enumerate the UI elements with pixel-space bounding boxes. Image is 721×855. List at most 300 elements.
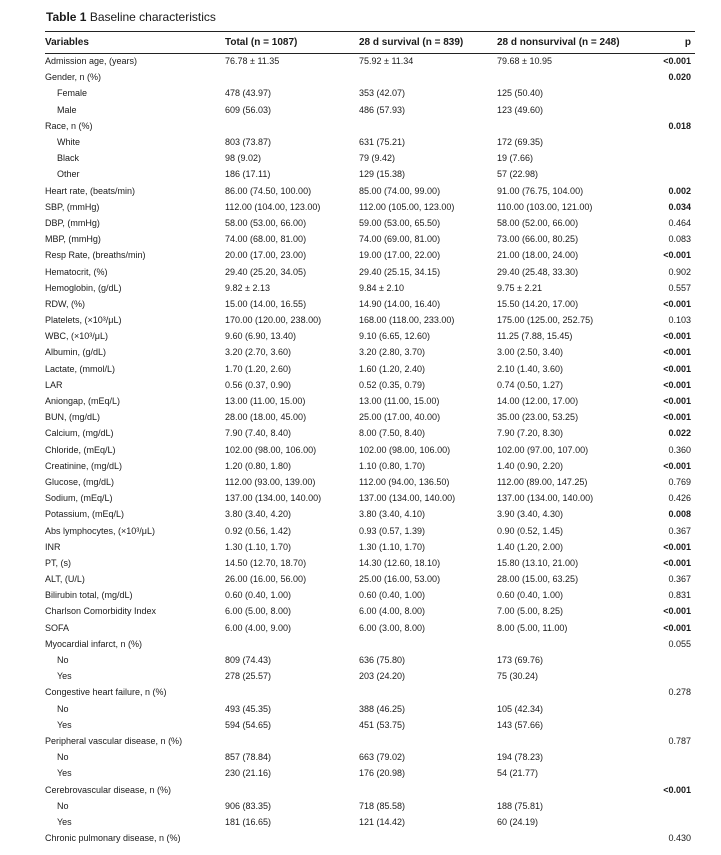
cell-p-value: 0.020 (668, 72, 691, 83)
cell-nonsurvival: 0.90 (0.52, 1.45) (497, 525, 564, 536)
cell-nonsurvival: 75 (30.24) (497, 671, 539, 682)
cell-variable: Admission age, (years) (45, 56, 138, 67)
table-row (45, 53, 695, 69)
cell-total: 809 (74.43) (225, 655, 272, 666)
cell-total: 9.60 (6.90, 13.40) (225, 331, 297, 342)
cell-total: 76.78 ± 11.35 (225, 56, 280, 67)
cell-survival (359, 684, 497, 700)
cell-variable: SOFA (45, 622, 70, 633)
cell-variable: Glucose, (mg/dL) (45, 476, 115, 487)
cell-nonsurvival (497, 69, 639, 85)
cell-nonsurvival: 19 (7.66) (497, 153, 534, 164)
table-row (45, 781, 695, 797)
table-row (45, 215, 695, 231)
cell-total: 137.00 (134.00, 140.00) (225, 493, 322, 504)
table-row (45, 474, 695, 490)
cell-p-value (639, 749, 695, 765)
cell-nonsurvival: 7.90 (7.20, 8.30) (497, 428, 564, 439)
cell-survival: 3.20 (2.80, 3.70) (359, 347, 426, 358)
table-row (45, 393, 695, 409)
cell-total: 9.82 ± 2.13 (225, 282, 270, 293)
cell-variable: WBC, (×10³/μL) (45, 331, 108, 342)
cell-survival: 0.93 (0.57, 1.39) (359, 525, 426, 536)
table-row (45, 717, 695, 733)
table-row (45, 798, 695, 814)
cell-total: 14.50 (12.70, 18.70) (225, 557, 307, 568)
cell-p-value: <0.001 (663, 622, 691, 633)
cell-survival: 168.00 (118.00, 233.00) (359, 315, 455, 326)
cell-nonsurvival (497, 733, 639, 749)
cell-nonsurvival: 0.74 (0.50, 1.27) (497, 379, 564, 390)
cell-p-value: 0.083 (668, 234, 691, 245)
cell-nonsurvival: 188 (75.81) (497, 800, 544, 811)
cell-p-value: 0.055 (668, 638, 691, 649)
cell-survival: 1.10 (0.80, 1.70) (359, 460, 426, 471)
cell-total: 1.20 (0.80, 1.80) (225, 460, 292, 471)
table-row (45, 328, 695, 344)
cell-variable: ALT, (U/L) (45, 574, 85, 585)
cell-variable: PT, (s) (45, 557, 71, 568)
table-row (45, 118, 695, 134)
cell-nonsurvival (497, 684, 639, 700)
table-row (45, 765, 695, 781)
cell-p-value: 0.022 (668, 428, 691, 439)
cell-survival: 85.00 (74.00, 99.00) (359, 185, 441, 196)
cell-survival: 203 (24.20) (359, 671, 406, 682)
cell-p-value: 0.557 (668, 282, 691, 293)
cell-variable: Heart rate, (beats/min) (45, 185, 136, 196)
cell-survival: 486 (57.93) (359, 104, 406, 115)
cell-p-value (639, 134, 695, 150)
cell-nonsurvival: 57 (22.98) (497, 169, 539, 180)
cell-survival: 636 (75.80) (359, 655, 406, 666)
cell-survival: 9.84 ± 2.10 (359, 282, 404, 293)
cell-survival: 6.00 (3.00, 8.00) (359, 622, 426, 633)
cell-total: 86.00 (74.50, 100.00) (225, 185, 312, 196)
cell-variable: Charlson Comorbidity Index (45, 606, 157, 617)
cell-nonsurvival: 54 (21.77) (497, 768, 539, 779)
cell-variable: INR (45, 541, 61, 552)
cell-variable: No (57, 703, 69, 714)
table-row (45, 442, 695, 458)
cell-p-value (639, 814, 695, 830)
cell-variable: Hemoglobin, (g/dL) (45, 282, 122, 293)
cell-variable: Chloride, (mEq/L) (45, 444, 116, 455)
cell-variable: No (57, 752, 69, 763)
cell-p-value: 0.367 (668, 574, 691, 585)
cell-nonsurvival: 175.00 (125.00, 252.75) (497, 315, 594, 326)
cell-p-value: 0.367 (668, 525, 691, 536)
cell-survival (359, 830, 497, 846)
cell-total: 186 (17.11) (225, 169, 271, 180)
cell-nonsurvival: 173 (69.76) (497, 655, 544, 666)
cell-nonsurvival: 125 (50.40) (497, 88, 544, 99)
table-row (45, 425, 695, 441)
cell-nonsurvival: 110.00 (103.00, 121.00) (497, 201, 593, 212)
cell-nonsurvival: 102.00 (97.00, 107.00) (497, 444, 589, 455)
cell-survival: 29.40 (25.15, 34.15) (359, 266, 441, 277)
cell-nonsurvival: 73.00 (66.00, 80.25) (497, 234, 579, 245)
cell-total: 803 (73.87) (225, 137, 272, 148)
cell-p-value: 0.008 (668, 509, 691, 520)
table-row (45, 409, 695, 425)
table-row (45, 603, 695, 619)
cell-variable: Peripheral vascular disease, n (%) (45, 735, 183, 746)
cell-total: 857 (78.84) (225, 752, 272, 763)
cell-survival (359, 781, 497, 797)
cell-total: 906 (83.35) (225, 800, 272, 811)
table-caption: Baseline characteristics (89, 10, 216, 24)
cell-variable: RDW, (%) (45, 298, 85, 309)
cell-variable: MBP, (mmHg) (45, 234, 101, 245)
cell-survival: 19.00 (17.00, 22.00) (359, 250, 441, 261)
cell-p-value: <0.001 (663, 379, 691, 390)
cell-p-value (639, 798, 695, 814)
cell-total: 20.00 (17.00, 23.00) (225, 250, 307, 261)
cell-p-value: <0.001 (663, 396, 691, 407)
table-body (45, 53, 695, 846)
cell-total: 15.00 (14.00, 16.55) (225, 298, 307, 309)
cell-survival: 102.00 (98.00, 106.00) (359, 444, 451, 455)
cell-variable: Yes (57, 719, 72, 730)
cell-total: 230 (21.16) (225, 768, 272, 779)
cell-p-value: <0.001 (663, 460, 691, 471)
cell-p-value: <0.001 (663, 331, 691, 342)
cell-total: 3.80 (3.40, 4.20) (225, 509, 292, 520)
cell-variable: DBP, (mmHg) (45, 217, 100, 228)
cell-p-value: <0.001 (663, 250, 691, 261)
cell-variable: Potassium, (mEq/L) (45, 509, 125, 520)
cell-p-value: 0.426 (668, 493, 691, 504)
cell-variable: Albumin, (g/dL) (45, 347, 107, 358)
cell-nonsurvival: 79.68 ± 10.95 (497, 56, 552, 67)
cell-p-value: 0.002 (668, 185, 691, 196)
table-row (45, 571, 695, 587)
cell-p-value (639, 668, 695, 684)
cell-p-value (639, 701, 695, 717)
cell-survival: 137.00 (134.00, 140.00) (359, 493, 456, 504)
cell-p-value: 0.103 (668, 315, 691, 326)
cell-total (225, 118, 359, 134)
cell-nonsurvival: 3.90 (3.40, 4.30) (497, 509, 564, 520)
cell-variable: No (57, 800, 69, 811)
cell-variable: Hematocrit, (%) (45, 266, 108, 277)
cell-total: 181 (16.65) (225, 816, 272, 827)
table-row (45, 102, 695, 118)
cell-nonsurvival: 2.10 (1.40, 3.60) (497, 363, 564, 374)
table-row (45, 247, 695, 263)
table-row (45, 814, 695, 830)
cell-variable: No (57, 655, 69, 666)
cell-survival: 3.80 (3.40, 4.10) (359, 509, 426, 520)
table-label: Table 1 (46, 10, 87, 24)
table-row (45, 183, 695, 199)
table-row (45, 733, 695, 749)
cell-nonsurvival (497, 636, 639, 652)
table-row (45, 668, 695, 684)
cell-variable: Black (57, 153, 80, 164)
cell-nonsurvival: 58.00 (52.00, 66.00) (497, 217, 579, 228)
cell-survival: 0.52 (0.35, 0.79) (359, 379, 426, 390)
cell-total: 6.00 (4.00, 9.00) (225, 622, 292, 633)
cell-p-value: 0.902 (668, 266, 691, 277)
cell-nonsurvival: 0.60 (0.40, 1.00) (497, 590, 564, 601)
table-row (45, 555, 695, 571)
cell-p-value (639, 150, 695, 166)
cell-survival: 1.30 (1.10, 1.70) (359, 541, 426, 552)
header-variables: Variables (45, 36, 89, 48)
cell-survival: 25.00 (17.00, 40.00) (359, 412, 441, 423)
cell-nonsurvival: 112.00 (89.00, 147.25) (497, 476, 588, 487)
cell-nonsurvival: 15.80 (13.10, 21.00) (497, 557, 579, 568)
cell-variable: Gender, n (%) (45, 72, 102, 83)
cell-variable: Calcium, (mg/dL) (45, 428, 114, 439)
cell-variable: Myocardial infarct, n (%) (45, 638, 143, 649)
cell-variable: SBP, (mmHg) (45, 201, 100, 212)
table-row (45, 620, 695, 636)
cell-total (225, 733, 359, 749)
cell-variable: White (57, 137, 81, 148)
cell-p-value: 0.787 (668, 735, 691, 746)
cell-nonsurvival: 9.75 ± 2.21 (497, 282, 542, 293)
cell-p-value: <0.001 (663, 784, 691, 795)
cell-nonsurvival: 143 (57.66) (497, 719, 544, 730)
cell-variable: Bilirubin total, (mg/dL) (45, 590, 133, 601)
cell-nonsurvival: 11.25 (7.88, 15.45) (497, 331, 573, 342)
cell-survival: 663 (79.02) (359, 752, 406, 763)
cell-survival: 74.00 (69.00, 81.00) (359, 234, 441, 245)
cell-total: 98 (9.02) (225, 153, 262, 164)
table-row (45, 587, 695, 603)
cell-total (225, 781, 359, 797)
cell-variable: Chronic pulmonary disease, n (%) (45, 833, 181, 844)
cell-variable: Other (57, 169, 80, 180)
cell-variable: Resp Rate, (breaths/min) (45, 250, 146, 261)
cell-p-value: 0.831 (668, 590, 691, 601)
cell-p-value: 0.464 (668, 217, 691, 228)
cell-survival: 176 (20.98) (359, 768, 406, 779)
header-nonsurvival: 28 d nonsurvival (n = 248) (497, 36, 620, 48)
cell-variable: Yes (57, 816, 72, 827)
header-total: Total (n = 1087) (225, 36, 298, 48)
cell-nonsurvival: 35.00 (23.00, 53.25) (497, 412, 579, 423)
table-row (45, 69, 695, 85)
cell-variable: Abs lymphocytes, (×10³/μL) (45, 525, 155, 536)
cell-total: 1.70 (1.20, 2.60) (225, 363, 292, 374)
table-title (46, 10, 216, 24)
cell-survival: 121 (14.42) (359, 816, 406, 827)
cell-p-value: 0.769 (668, 476, 691, 487)
cell-variable: BUN, (mg/dL) (45, 412, 101, 423)
cell-p-value: <0.001 (663, 56, 691, 67)
cell-nonsurvival (497, 781, 639, 797)
cell-survival: 631 (75.21) (359, 137, 406, 148)
table-row (45, 490, 695, 506)
cell-nonsurvival: 29.40 (25.48, 33.30) (497, 266, 579, 277)
cell-p-value (639, 102, 695, 118)
header-row (45, 31, 695, 53)
cell-p-value (639, 717, 695, 733)
cell-variable: Sodium, (mEq/L) (45, 493, 113, 504)
cell-total: 26.00 (16.00, 56.00) (225, 574, 307, 585)
cell-survival (359, 636, 497, 652)
table-row (45, 85, 695, 101)
table-row (45, 263, 695, 279)
table-row (45, 636, 695, 652)
cell-nonsurvival (497, 118, 639, 134)
cell-total (225, 830, 359, 846)
cell-survival: 14.90 (14.00, 16.40) (359, 298, 441, 309)
cell-survival: 59.00 (53.00, 65.50) (359, 217, 441, 228)
table-row (45, 830, 695, 846)
cell-survival: 353 (42.07) (359, 88, 406, 99)
cell-nonsurvival: 7.00 (5.00, 8.25) (497, 606, 564, 617)
cell-variable: Race, n (%) (45, 120, 93, 131)
cell-p-value (639, 652, 695, 668)
table-row (45, 199, 695, 215)
cell-survival: 8.00 (7.50, 8.40) (359, 428, 426, 439)
cell-total: 594 (54.65) (225, 719, 272, 730)
table-row (45, 539, 695, 555)
cell-variable: Cerebrovascular disease, n (%) (45, 784, 172, 795)
cell-survival: 75.92 ± 11.34 (359, 56, 414, 67)
cell-survival: 112.00 (105.00, 123.00) (359, 201, 455, 212)
cell-total (225, 69, 359, 85)
cell-p-value: 0.278 (668, 687, 691, 698)
cell-nonsurvival: 1.40 (1.20, 2.00) (497, 541, 564, 552)
cell-p-value: 0.034 (668, 201, 691, 212)
cell-variable: Female (57, 88, 88, 99)
cell-total: 102.00 (98.00, 106.00) (225, 444, 317, 455)
cell-total: 1.30 (1.10, 1.70) (225, 541, 292, 552)
cell-p-value: <0.001 (663, 412, 691, 423)
cell-p-value: <0.001 (663, 347, 691, 358)
cell-total: 29.40 (25.20, 34.05) (225, 266, 307, 277)
cell-p-value: 0.430 (668, 833, 691, 844)
cell-survival (359, 118, 497, 134)
header-p: p (684, 36, 691, 48)
table-row (45, 280, 695, 296)
cell-p-value (639, 85, 695, 101)
cell-nonsurvival: 15.50 (14.20, 17.00) (497, 298, 579, 309)
cell-nonsurvival: 3.00 (2.50, 3.40) (497, 347, 564, 358)
table-row (45, 458, 695, 474)
cell-variable: Yes (57, 768, 72, 779)
cell-p-value: <0.001 (663, 541, 691, 552)
cell-total: 0.92 (0.56, 1.42) (225, 525, 292, 536)
cell-survival: 129 (15.38) (359, 169, 406, 180)
cell-nonsurvival: 28.00 (15.00, 63.25) (497, 574, 579, 585)
cell-total (225, 684, 359, 700)
cell-total: 278 (25.57) (225, 671, 272, 682)
cell-survival: 718 (85.58) (359, 800, 406, 811)
cell-total: 112.00 (104.00, 123.00) (225, 201, 321, 212)
table-row (45, 652, 695, 668)
cell-variable: LAR (45, 379, 63, 390)
table-row (45, 749, 695, 765)
table-row (45, 296, 695, 312)
cell-nonsurvival: 137.00 (134.00, 140.00) (497, 493, 594, 504)
cell-variable: Male (57, 104, 77, 115)
cell-p-value: <0.001 (663, 606, 691, 617)
cell-variable: Yes (57, 671, 72, 682)
cell-survival: 9.10 (6.65, 12.60) (359, 331, 431, 342)
baseline-table (45, 31, 695, 846)
cell-nonsurvival: 172 (69.35) (497, 137, 544, 148)
cell-survival: 6.00 (4.00, 8.00) (359, 606, 426, 617)
cell-total: 478 (43.97) (225, 88, 272, 99)
cell-nonsurvival: 194 (78.23) (497, 752, 544, 763)
cell-p-value: 0.360 (668, 444, 691, 455)
cell-survival: 112.00 (94.00, 136.50) (359, 476, 450, 487)
cell-variable: Platelets, (×10³/μL) (45, 315, 122, 326)
cell-total: 0.60 (0.40, 1.00) (225, 590, 292, 601)
cell-total: 0.56 (0.37, 0.90) (225, 379, 292, 390)
cell-nonsurvival: 105 (42.34) (497, 703, 544, 714)
table-row (45, 506, 695, 522)
cell-nonsurvival: 60 (24.19) (497, 816, 539, 827)
cell-survival: 1.60 (1.20, 2.40) (359, 363, 426, 374)
cell-total: 170.00 (120.00, 238.00) (225, 315, 322, 326)
table-row (45, 134, 695, 150)
cell-nonsurvival: 21.00 (18.00, 24.00) (497, 250, 579, 261)
cell-survival: 79 (9.42) (359, 153, 396, 164)
cell-p-value: 0.018 (668, 120, 691, 131)
cell-total: 13.00 (11.00, 15.00) (225, 396, 306, 407)
table-row (45, 150, 695, 166)
header-survival: 28 d survival (n = 839) (359, 36, 464, 48)
cell-p-value: <0.001 (663, 363, 691, 374)
table-row (45, 166, 695, 182)
cell-total: 7.90 (7.40, 8.40) (225, 428, 292, 439)
cell-p-value (639, 765, 695, 781)
cell-total: 3.20 (2.70, 3.60) (225, 347, 292, 358)
cell-total: 493 (45.35) (225, 703, 272, 714)
cell-variable: Lactate, (mmol/L) (45, 363, 116, 374)
cell-variable: Aniongap, (mEq/L) (45, 396, 121, 407)
cell-p-value: <0.001 (663, 557, 691, 568)
cell-p-value: <0.001 (663, 298, 691, 309)
cell-nonsurvival: 91.00 (76.75, 104.00) (497, 185, 584, 196)
cell-nonsurvival (497, 830, 639, 846)
cell-survival: 14.30 (12.60, 18.10) (359, 557, 441, 568)
cell-nonsurvival: 14.00 (12.00, 17.00) (497, 396, 579, 407)
table-row (45, 231, 695, 247)
cell-total: 74.00 (68.00, 81.00) (225, 234, 307, 245)
cell-total: 58.00 (53.00, 66.00) (225, 217, 307, 228)
cell-total: 28.00 (18.00, 45.00) (225, 412, 307, 423)
cell-nonsurvival: 8.00 (5.00, 11.00) (497, 622, 568, 633)
cell-total: 609 (56.03) (225, 104, 272, 115)
table-row (45, 522, 695, 538)
cell-survival (359, 733, 497, 749)
cell-total (225, 636, 359, 652)
table-row (45, 312, 695, 328)
table-row (45, 361, 695, 377)
cell-survival: 451 (53.75) (359, 719, 406, 730)
cell-survival: 13.00 (11.00, 15.00) (359, 396, 440, 407)
cell-nonsurvival: 123 (49.60) (497, 104, 544, 115)
cell-p-value (639, 166, 695, 182)
cell-total: 112.00 (93.00, 139.00) (225, 476, 316, 487)
table-row (45, 344, 695, 360)
table-row (45, 684, 695, 700)
cell-survival (359, 69, 497, 85)
table-row (45, 701, 695, 717)
cell-survival: 0.60 (0.40, 1.00) (359, 590, 426, 601)
cell-survival: 25.00 (16.00, 53.00) (359, 574, 441, 585)
cell-variable: Congestive heart failure, n (%) (45, 687, 167, 698)
